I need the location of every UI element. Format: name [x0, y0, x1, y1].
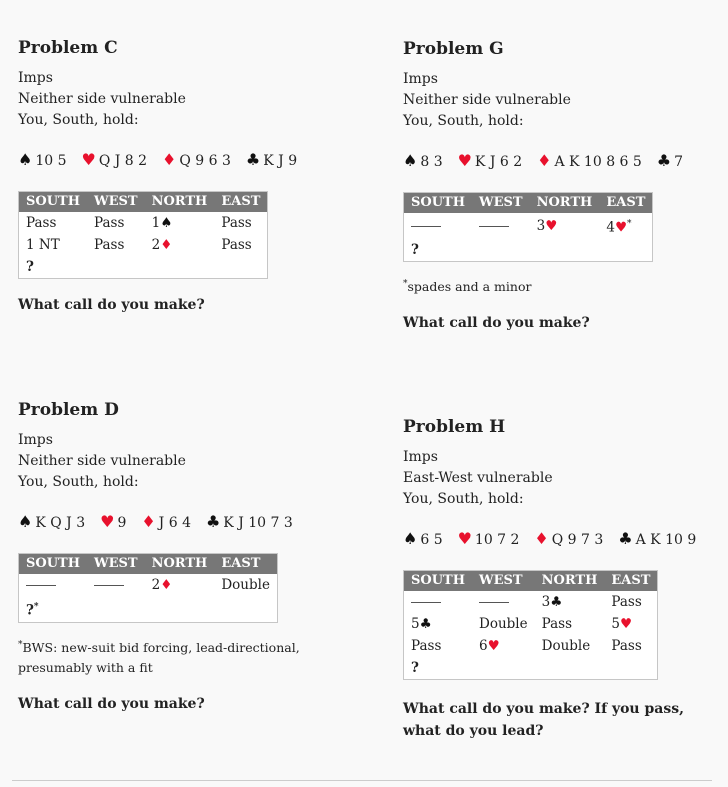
- hand: [403, 529, 703, 550]
- club-icon: ♣: [550, 594, 563, 610]
- diamond-icon: ♦: [534, 529, 549, 548]
- scoring: Imps: [403, 449, 438, 465]
- heart-icon: ♥: [100, 512, 115, 531]
- clubs-holding: ♣ K J 9: [245, 150, 298, 169]
- question: What call do you make? If you pass, what do you lead?: [403, 701, 684, 739]
- bidding-row: 3♥ 4♥*: [404, 213, 653, 239]
- dash-mark: [479, 226, 509, 227]
- diamond-icon: ♦: [160, 577, 173, 593]
- footnote: *spades and a minor: [403, 278, 532, 294]
- bidding-row: Pass Pass 1♠ Pass: [26, 215, 252, 231]
- bidding-header: SOUTH WEST NORTH EAST: [19, 192, 268, 213]
- club-icon: ♣: [618, 529, 633, 548]
- diamonds-holding: ♦ Q 9 6 3: [162, 150, 231, 169]
- club-icon: ♣: [205, 512, 221, 531]
- clubs-holding: ♣ 7: [656, 151, 684, 170]
- spades-holding: ♠ 10 5: [18, 150, 67, 169]
- vulnerability: Neither side vulnerable: [18, 453, 186, 469]
- bidding-row: 3♣ Pass: [404, 591, 658, 613]
- clubs-holding: ♣ K J 10 7 3: [205, 512, 293, 531]
- problem-title: Problem D: [18, 400, 119, 420]
- dash-mark: [411, 226, 441, 227]
- problem-title: Problem H: [403, 417, 506, 437]
- heart-icon: ♥: [545, 217, 558, 234]
- bidding-row: [404, 657, 658, 680]
- bidding-table: [18, 553, 278, 623]
- problem-d: [18, 400, 318, 715]
- hearts-holding: ♥ K J 6 2: [457, 151, 523, 170]
- scoring: Imps: [18, 432, 53, 448]
- diamond-icon: ♦: [160, 237, 173, 253]
- bidding-table: [18, 191, 268, 279]
- footnote-marker: *: [33, 602, 39, 612]
- footnote-marker: *: [627, 219, 632, 229]
- spades-holding: ♠ 6 5: [403, 529, 443, 548]
- dash-mark: [479, 602, 509, 603]
- dash-mark: [26, 585, 56, 586]
- heart-icon: ♥: [619, 616, 633, 632]
- hold-prompt: You, South, hold:: [403, 491, 524, 507]
- question: What call do you make?: [403, 314, 590, 331]
- vulnerability: Neither side vulnerable: [18, 91, 186, 107]
- spade-icon: ♠: [160, 215, 173, 231]
- bidding-table: [403, 192, 653, 262]
- clubs-holding: ♣ A K 10 9: [618, 529, 697, 548]
- scoring: Imps: [18, 70, 53, 86]
- diamonds-holding: ♦ J 6 4: [141, 512, 191, 531]
- dash-mark: [411, 602, 441, 603]
- heart-icon: ♥: [457, 151, 472, 170]
- hearts-holding: ♥ 10 7 2: [457, 529, 520, 548]
- problem-title: Problem G: [403, 39, 504, 59]
- bidding-row: 2♦ Double: [19, 574, 278, 596]
- scoring: Imps: [403, 71, 438, 87]
- spades-holding: ♠ 8 3: [403, 151, 443, 170]
- bidding-row: [19, 596, 278, 622]
- question-mark: ?*: [26, 602, 39, 619]
- question-mark: ?: [26, 259, 34, 275]
- question: What call do you make?: [18, 297, 205, 313]
- dash-mark: [94, 585, 124, 586]
- diamonds-holding: ♦ A K 10 8 6 5: [537, 151, 642, 170]
- problem-h: [403, 417, 703, 742]
- divider: [12, 780, 712, 781]
- heart-icon: ♥: [81, 150, 96, 169]
- hand: [18, 512, 318, 533]
- spades-holding: ♠ K Q J 3: [18, 512, 86, 531]
- hold-prompt: You, South, hold:: [403, 113, 524, 129]
- heart-icon: ♥: [457, 529, 472, 548]
- heart-icon: ♥: [614, 219, 628, 236]
- question-mark: ?: [411, 241, 419, 258]
- hand: [18, 150, 297, 171]
- bidding-row: 5♣ Double Pass 5♥: [411, 616, 633, 632]
- bidding-row: 1 NT Pass 2♦ Pass: [26, 237, 252, 253]
- spade-icon: ♠: [18, 150, 33, 169]
- diamonds-holding: ♦ Q 9 7 3: [534, 529, 604, 548]
- bidding-row: [404, 239, 653, 262]
- bidding-row: [19, 256, 268, 279]
- diamond-icon: ♦: [141, 512, 156, 531]
- club-icon: ♣: [419, 616, 432, 632]
- spade-icon: ♠: [403, 151, 418, 170]
- bidding-header: SOUTH WEST NORTH EAST: [19, 554, 278, 575]
- footnote: *BWS: new-suit bid forcing, lead-directional, presumably with a fit: [18, 639, 300, 675]
- diamond-icon: ♦: [537, 151, 552, 170]
- problem-c: [18, 38, 297, 316]
- bidding-table: [403, 570, 658, 680]
- heart-icon: ♥: [487, 638, 500, 654]
- question-mark: ?: [411, 660, 419, 676]
- problem-g: [403, 39, 683, 334]
- spade-icon: ♠: [18, 512, 33, 531]
- bidding-header: SOUTH WEST NORTH EAST: [404, 571, 658, 592]
- vulnerability: East-West vulnerable: [403, 470, 553, 486]
- hearts-holding: ♥ Q J 8 2: [81, 150, 148, 169]
- hold-prompt: You, South, hold:: [18, 112, 139, 128]
- bidding-header: SOUTH WEST NORTH EAST: [404, 193, 653, 214]
- hold-prompt: You, South, hold:: [18, 474, 139, 490]
- club-icon: ♣: [245, 150, 261, 169]
- problem-title: Problem C: [18, 38, 118, 58]
- vulnerability: Neither side vulnerable: [403, 92, 571, 108]
- hand: [403, 151, 683, 172]
- bidding-row: Pass 6♥ Double Pass: [411, 638, 642, 654]
- question: What call do you make?: [18, 695, 205, 712]
- hearts-holding: ♥ 9: [100, 512, 127, 531]
- diamond-icon: ♦: [162, 150, 177, 169]
- spade-icon: ♠: [403, 529, 418, 548]
- club-icon: ♣: [656, 151, 672, 170]
